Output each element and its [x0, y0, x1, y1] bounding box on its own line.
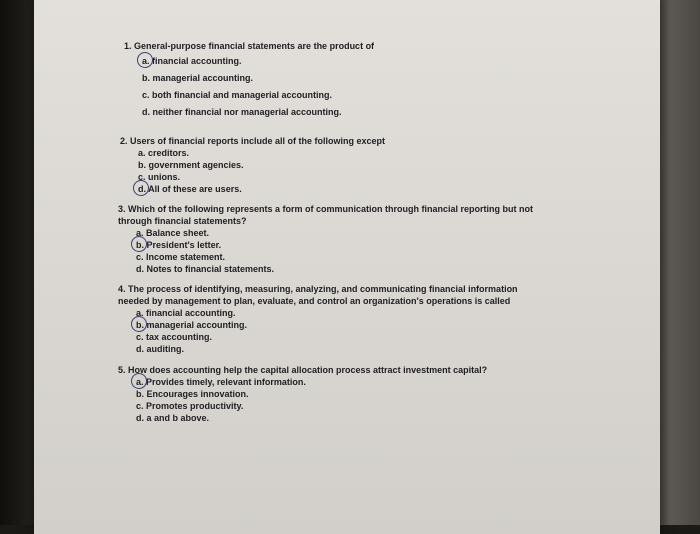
- question-5: [118, 364, 618, 424]
- answer-option: d. neither financial nor managerial accounting.: [142, 107, 342, 117]
- question-stem: 3. Which of the following represents a form of communication through financial reporting but not through financial statements?: [118, 204, 534, 226]
- answer-option: c. Income statement.: [136, 252, 226, 262]
- answer-option: c. unions.: [138, 172, 181, 182]
- question-stem: 2. Users of financial reports include all of the following except: [120, 136, 386, 146]
- answer-option: d. All of these are users.: [138, 183, 620, 195]
- answer-option: a. Balance sheet.: [136, 228, 210, 238]
- question-4: [118, 283, 618, 355]
- question-2: [120, 135, 620, 195]
- answer-option: c. both financial and managerial accounting.: [142, 90, 333, 100]
- answer-option: a. creditors.: [138, 148, 190, 158]
- answer-option: d. auditing.: [136, 344, 184, 354]
- answer-option: b. managerial accounting.: [136, 319, 618, 331]
- question-3: [118, 203, 618, 275]
- circled-answer-mark: [136, 51, 155, 70]
- answer-option: c. Promotes productivity.: [136, 401, 244, 411]
- worksheet-paper: [34, 0, 660, 534]
- answer-option: d. Notes to financial statements.: [136, 264, 275, 274]
- question-stem: 5. How does accounting help the capital allocation process attract investment capital?: [118, 365, 488, 375]
- answer-option: d. a and b above.: [136, 413, 210, 423]
- answer-option: b. President's letter.: [136, 239, 618, 251]
- answer-option: c. tax accounting.: [136, 332, 213, 342]
- answer-option: b. Encourages innovation.: [136, 389, 249, 399]
- answer-option: a. Provides timely, relevant information.: [136, 376, 618, 388]
- answer-option: b. government agencies.: [138, 160, 244, 170]
- answer-option: b. managerial accounting.: [142, 73, 254, 83]
- worksheet-content: [34, 0, 660, 534]
- answer-option: a. financial accounting.: [136, 308, 236, 318]
- question-stem: 4. The process of identifying, measuring, analyzing, and communicating financial information needed by management to plan, evaluate, and control an organization's operations is called: [118, 284, 518, 306]
- question-1: [124, 40, 624, 118]
- question-stem: 1. General-purpose financial statements are the product of: [124, 41, 375, 51]
- answer-option: a. financial accounting.: [142, 55, 624, 67]
